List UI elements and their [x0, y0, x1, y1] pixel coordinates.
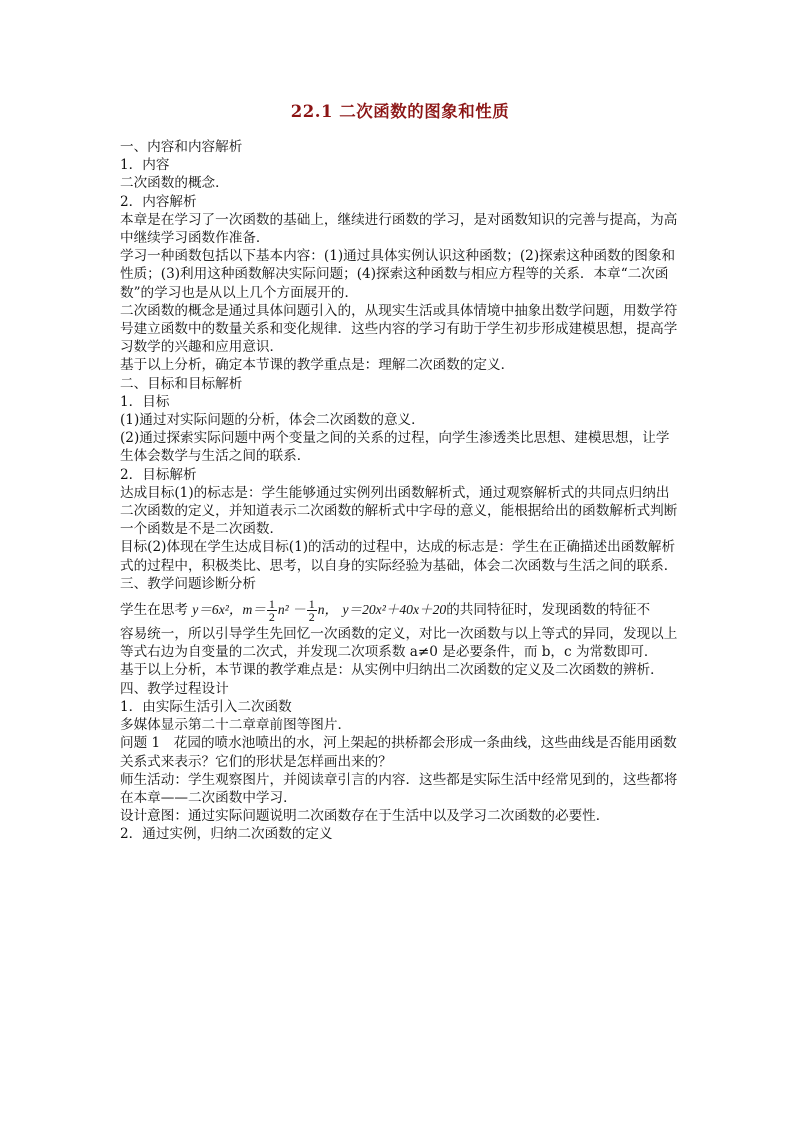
equation-2-end: n， [317, 602, 339, 618]
subsection-heading-4-2: 2．通过实例，归纳二次函数的定义 [120, 826, 333, 843]
paragraph: 二次函数的概念． [120, 175, 229, 192]
section-heading-4: 四、教学过程设计 [120, 680, 229, 697]
paragraph: 基于以上分析，确定本节课的教学重点是：理解二次函数的定义． [120, 357, 515, 374]
fraction-denominator: 2 [268, 610, 275, 625]
paragraph: 目标(2)体现在学生达成目标(1)的活动的过程中，达成的标志是：学生在正确描述出函数解析式的过程中，积极类比、思考，以自身的实际经验为基础，体会二次函数与生活之间的联系． [120, 539, 678, 574]
math-line [120, 595, 680, 625]
document-page [120, 100, 680, 844]
fraction-numerator: 1 [268, 597, 275, 612]
paragraph: 多媒体显示第二十二章章前图等图片． [120, 717, 352, 734]
subsection-heading-2-2: 2．目标解析 [120, 466, 197, 483]
page-title: 22.1 二次函数的图象和性质 [290, 102, 510, 121]
question-1: 问题 1 花园的喷水池喷出的水，河上架起的拱桥都会形成一条曲线，这些曲线是否能用函数关系式来表示？它们的形状是怎样画出来的？ [120, 735, 677, 770]
paragraph: 二次函数的概念是通过具体问题引入的，从现实生活或具体情境中抽象出数学问题，用数学符号建立函数中的数量关系和变化规律．这些内容的学习有助于学生初步形成建模思想，提高学习数学的兴趣和应用意识． [120, 302, 678, 356]
goal-item-2: (2)通过探索实际问题中两个变量之间的关系的过程，向学生渗透类比思想、建模思想，让学生体会数学与生活之间的联系． [120, 430, 670, 465]
equation-3: y＝20x²＋40x＋20 [342, 602, 447, 618]
math-tail-text: 的共同特征时，发现函数的特征不 [446, 602, 651, 619]
paragraph: 学习一种函数包括以下基本内容：(1)通过具体实例认识这种函数；(2)探索这种函数的图象和性质；(3)利用这种函数解决实际问题；(4)探索这种函数与相应方程等的关系．本章“二次函数”的学习也是从以上几个方面展开的． [120, 248, 676, 301]
paragraph: 设计意图：通过实际问题说明二次函数存在于生活中以及学习二次函数的必要性． [120, 808, 610, 825]
goal-item-1: (1)通过对实际问题的分析，体会二次函数的意义． [120, 412, 425, 429]
section-heading-2: 二、目标和目标解析 [120, 375, 243, 392]
paragraph: 达成目标(1)的标志是：学生能够通过实例列出函数解析式，通过观察解析式的共同点归纳出二次函数的定义，并知道表示二次函数的解析式中字母的意义，能根据给出的函数解析式判断一个函数是不是二次函数． [120, 484, 678, 538]
subsection-heading-4-1: 1．由实际生活引入二次函数 [120, 698, 292, 715]
paragraph: 师生活动：学生观察图片，并阅读章引言的内容．这些都是实际生活中经常见到的，这些都将在本章——二次函数中学习． [120, 771, 678, 806]
subsection-heading-2-1: 1．目标 [120, 393, 170, 410]
equation-1: y＝6x²， [192, 602, 243, 618]
math-lead-text: 学生在思考 [120, 602, 193, 619]
subsection-heading-1-2: 2．内容解析 [120, 193, 197, 210]
paragraph: 基于以上分析，本节课的教学难点是：从实例中归纳出二次函数的定义及二次函数的辨析． [120, 662, 664, 679]
subsection-heading-1-1: 1．内容 [120, 157, 170, 174]
equation-2-start: m＝ [242, 602, 266, 618]
paragraph: 本章是在学习了一次函数的基础上，继续进行函数的学习，是对函数知识的完善与提高，为高中继续学习函数作准备． [120, 211, 678, 247]
section-heading-3: 三、教学问题诊断分析 [120, 575, 256, 592]
fraction-half [267, 598, 277, 623]
fraction-denominator: 2 [308, 610, 315, 625]
fraction-half [307, 598, 317, 623]
equation-2-mid: n² － [277, 602, 306, 618]
paragraph: 容易统一，所以引导学生先回忆一次函数的定义，对比一次函数与以上等式的异同，发现以上等式右边为自变量的二次式，并发现二次项系数 a≠0 是必要条件，而 b，c 为常数即可． [120, 626, 678, 661]
fraction-numerator: 1 [308, 597, 315, 612]
section-heading-1: 一、内容和内容解析 [120, 139, 243, 155]
